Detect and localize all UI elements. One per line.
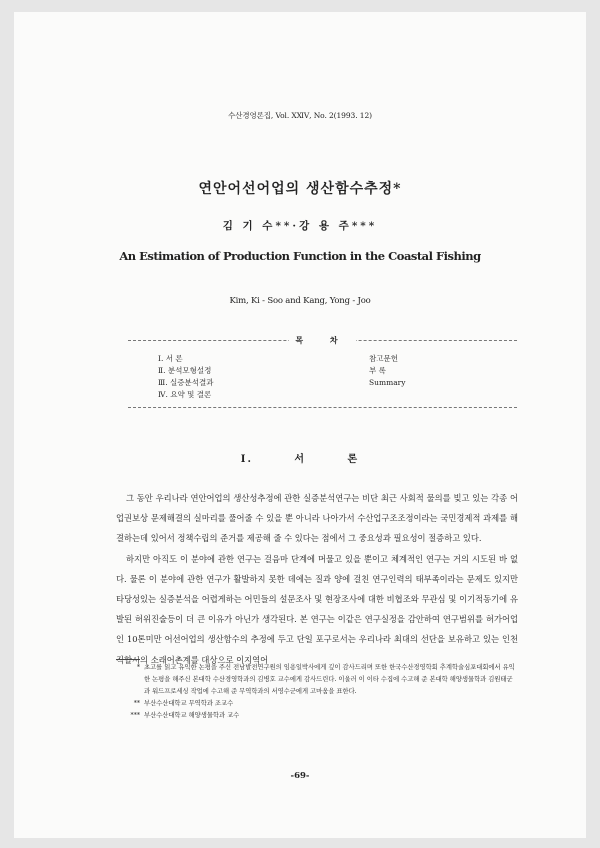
footnote-text: 부산수산대학교 무역학과 조교수	[144, 700, 234, 707]
toc-item: Ⅰ. 서 론	[158, 354, 183, 363]
footnote-text: 부산수산대학교 해양생물학과 교수	[144, 712, 240, 719]
authors-korean: 김 기 수**·강 용 주***	[222, 220, 378, 232]
footnote	[116, 698, 518, 710]
footnote-mark: ***	[130, 712, 140, 719]
toc-item: 참고문헌	[369, 354, 398, 363]
toc-title: 목 차	[128, 335, 517, 346]
footnotes	[116, 662, 518, 722]
paper-page	[14, 12, 586, 838]
page-number: -69-	[290, 771, 310, 781]
footnote	[116, 710, 518, 722]
footnote-mark: **	[133, 700, 140, 707]
body-text	[116, 488, 518, 670]
toc-right-column	[369, 353, 406, 389]
footnote-mark: *	[136, 664, 140, 671]
toc-item: Ⅲ. 실증분석결과	[158, 378, 214, 387]
journal-header: 수산경영론집, Vol. ⅩⅪⅤ, No. 2(1993. 12)	[228, 111, 372, 120]
footnote-rule	[116, 659, 140, 660]
table-of-contents	[128, 335, 517, 408]
footnote-text: 초고를 읽고 유익한 논평을 주신 전남발전연구원의 임용일박사에게 깊이 감사드리며 또한 한국수산경영학회 추계학술심포대회에서 유익한 논평을 해주신 본대학 수산경영학과의 김병호 교수에게 감사드린다. 이울러 이 이타 수집에 수고해 준 본대학 해양생물학과 김원태군과 워드프로세싱 작업에 수고해 준 무역학과의 서영수군에게 고마움을 표한다.	[144, 664, 515, 695]
paragraph: 하지만 아직도 이 분야에 관한 연구는 걸음마 단계에 머물고 있을 뿐이고 체계적인 연구는 거의 시도된 바 없다. 물론 이 분야에 관한 연구가 활발하지 못한 데에는 질과 양에 걸친 연구인력의 태부족이라는 문제도 있지만 타당성있는 실증분석을 어렵게하는 어민들의 설문조사 및 현장조사에 대한 비협조와 무관심 및 이기적동기에 유발된 허위진술등이 더 큰 이유가 아닌가 생각된다. 본 연구는 이같은 연구실정을 감안하여 연구범위를 허가어업인 10톤미만 어선어업의 생산함수의 추정에 두고 단일 포구로서는 우리나라 최대의 선단을 보유하고 있는 인천직할시의 소래어촌계를 대상으로 이지역어	[116, 553, 518, 665]
toc-item: Ⅱ. 분석모형설정	[158, 366, 212, 375]
toc-left-column	[158, 353, 213, 401]
paper-title-english: An Estimation of Production Function in the Coastal Fishing	[119, 249, 481, 263]
footnote	[116, 662, 518, 698]
toc-item: Summary	[369, 378, 406, 387]
toc-item: Ⅳ. 요약 및 결론	[158, 390, 212, 399]
section-heading: Ⅰ. 서 론	[240, 454, 360, 465]
toc-item: 부 록	[369, 366, 386, 375]
paragraph: 그 동안 우리나라 연안어업의 생산성추정에 관한 실증분석연구는 비단 최근 사회적 물의를 빚고 있는 각종 어업권보상 문제해결의 실마리를 풀어줄 수 있을 뿐 아니라 나아가서 수산업구조조정이라는 국민경제적 과제를 해결하는데 있어서 정책수립의 준거를 제공해 줄 수 있다는 점에서 그 중요성과 필요성이 절증하고 있다.	[116, 493, 518, 544]
authors-english: Kim, Ki - Soo and Kang, Yong - Joo	[229, 296, 371, 306]
paper-title-korean: 연안어선어업의 생산함수추정*	[198, 181, 402, 197]
